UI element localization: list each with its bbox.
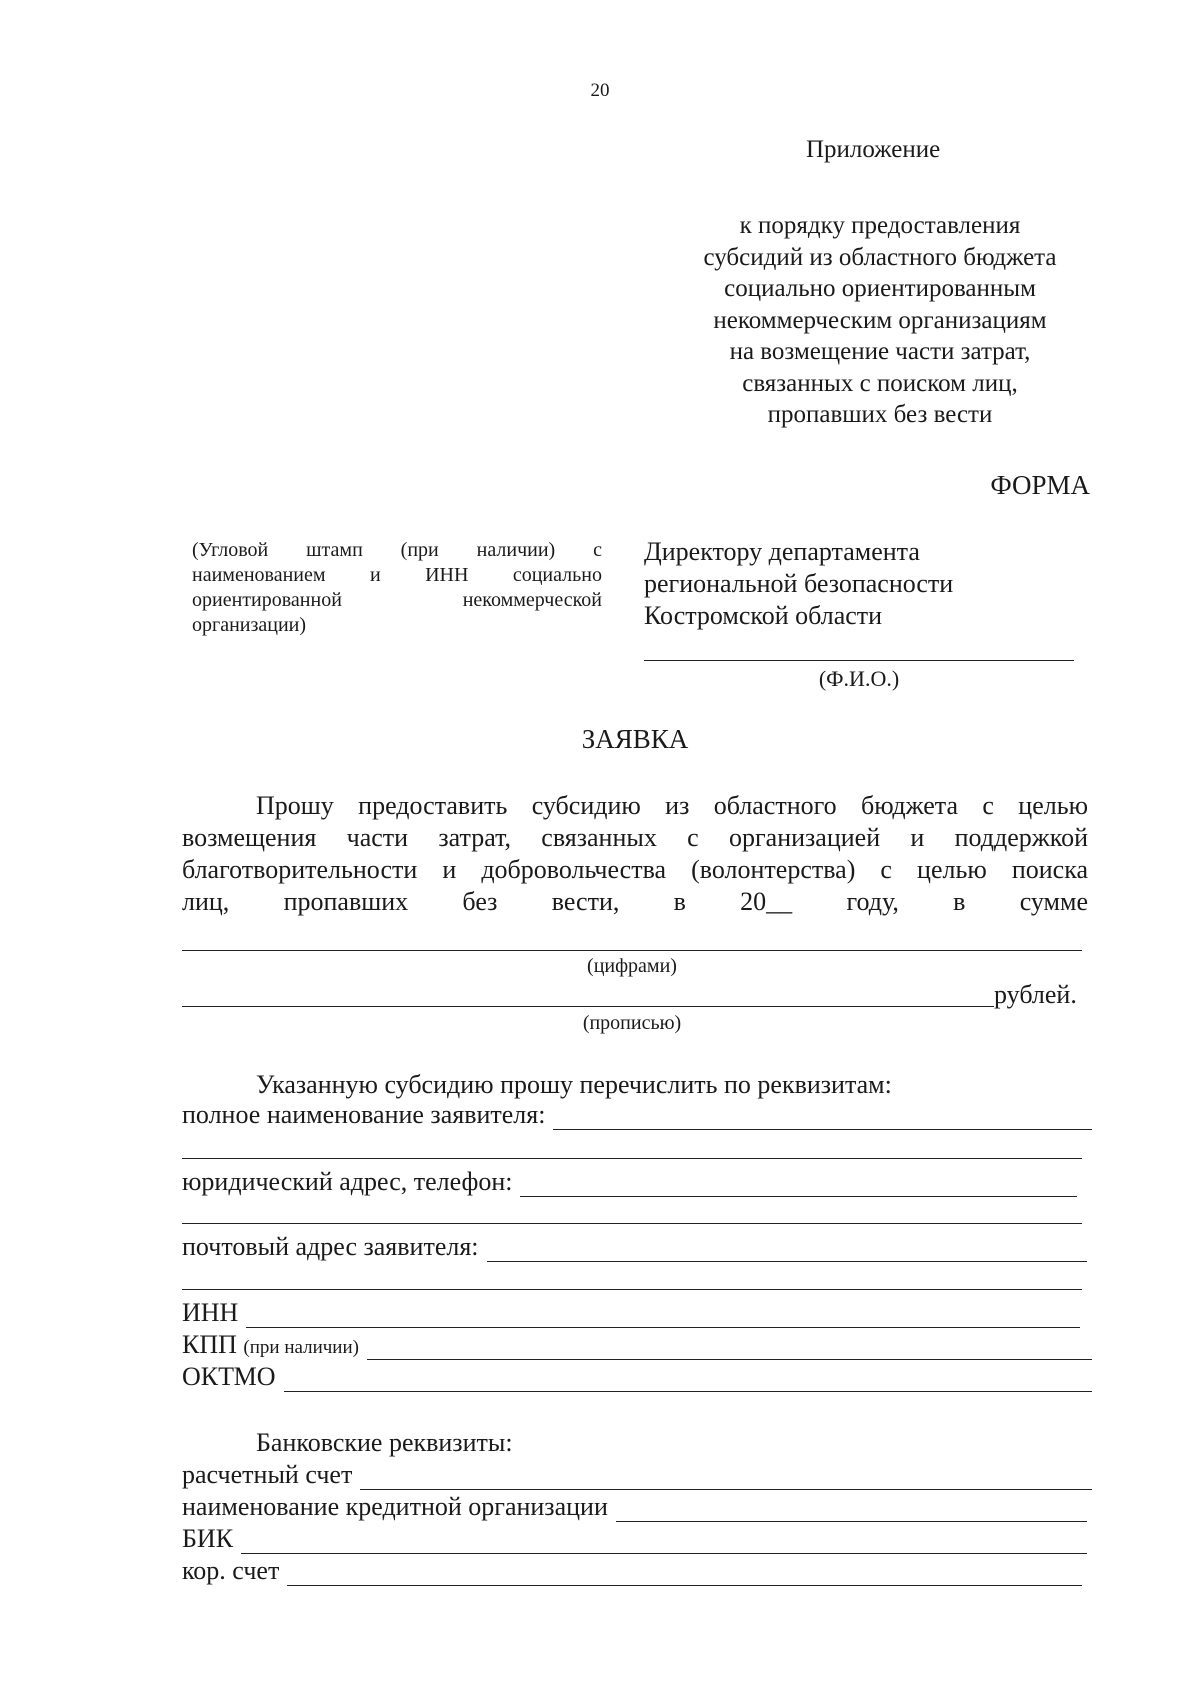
bank-name-field [182, 1492, 1087, 1522]
request-line: лиц, пропавших без вести, в 20__ году, в сумме [182, 887, 1088, 916]
kpp-field [182, 1330, 1092, 1360]
stamp-line: ориентированной некоммерческой [192, 589, 602, 611]
kpp-input-line[interactable] [367, 1337, 1092, 1360]
fio-field-line[interactable] [644, 660, 1074, 661]
amount-digits-caption: (цифрами) [587, 955, 677, 977]
oktmo-field [182, 1362, 1092, 1392]
appendix-line: субсидий из областного бюджета [703, 243, 1057, 271]
legal-address-continuation-line[interactable] [182, 1223, 1082, 1224]
rubles-label: рублей. [994, 980, 1077, 1009]
legal-address-label: юридический адрес, телефон: [182, 1167, 513, 1196]
stamp-line: наименованием и ИНН социально [192, 564, 602, 586]
amount-words-caption: (прописью) [582, 1012, 682, 1034]
page-number: 20 [590, 80, 610, 101]
legal-address-input-line[interactable] [520, 1174, 1077, 1197]
account-label: расчетный счет [182, 1460, 353, 1489]
request-paragraph [182, 790, 1088, 918]
document-heading: ЗАЯВКА [581, 724, 689, 754]
account-input-line[interactable] [360, 1467, 1092, 1490]
oktmo-input-line[interactable] [284, 1369, 1092, 1392]
addressee-line: Костромской области [644, 601, 883, 630]
appendix-line: пропавших без вести [767, 401, 993, 428]
amount-words-line[interactable] [182, 1006, 994, 1007]
oktmo-label: ОКТМО [182, 1362, 276, 1391]
postal-address-input-line[interactable] [487, 1239, 1087, 1262]
corr-account-label: кор. счет [182, 1556, 280, 1585]
bank-requisites-title: Банковские реквизиты: [256, 1428, 513, 1457]
inn-field [182, 1298, 1080, 1328]
appendix-title: Приложение [806, 136, 941, 163]
stamp-line: (Угловой штамп (при наличии) с [192, 539, 602, 561]
appendix-line: связанных с поиском лиц, [742, 369, 1018, 397]
inn-label: ИНН [182, 1298, 239, 1327]
bank-name-label: наименование кредитной организации [182, 1492, 608, 1521]
bik-input-line[interactable] [241, 1531, 1087, 1554]
requisites-intro: Указанную субсидию прошу перечислить по реквизитам: [256, 1070, 892, 1099]
bank-name-input-line[interactable] [616, 1499, 1087, 1522]
bik-label: БИК [182, 1524, 234, 1553]
kpp-text: КПП [182, 1330, 237, 1359]
full-name-input-line[interactable] [553, 1107, 1092, 1130]
appendix-line: социально ориентированным [724, 275, 1036, 302]
full-name-label: полное наименование заявителя: [182, 1100, 546, 1129]
appendix-text [670, 210, 1090, 431]
kpp-label [182, 1330, 359, 1360]
appendix-line: к порядку предоставления [739, 212, 1021, 239]
legal-address-field [182, 1167, 1077, 1197]
corr-account-input-line[interactable] [287, 1563, 1082, 1586]
account-field [182, 1460, 1092, 1490]
appendix-line: на возмещение части затрат, [729, 338, 1031, 365]
addressee-line: Директору департамента [644, 537, 920, 566]
inn-input-line[interactable] [246, 1305, 1080, 1328]
request-line: возмещения части затрат, связанных с организацией и поддержкой [182, 823, 1088, 852]
stamp-line: организации) [192, 614, 307, 636]
form-label: ФОРМА [990, 470, 1090, 500]
corr-account-field [182, 1556, 1082, 1586]
postal-address-continuation-line[interactable] [182, 1289, 1082, 1290]
request-line: благотворительности и добровольчества (волонтерства) с целью поиска [182, 855, 1088, 884]
addressee-block [644, 536, 953, 632]
bik-field [182, 1524, 1087, 1554]
fio-caption: (Ф.И.О.) [818, 666, 900, 691]
request-line: Прошу предоставить субсидию из областного бюджета с целью [256, 791, 1088, 820]
appendix-line: некоммерческим организациям [713, 306, 1047, 334]
postal-address-label: почтовый адрес заявителя: [182, 1232, 479, 1261]
corner-stamp-note [192, 538, 602, 638]
addressee-line: региональной безопасности [644, 569, 954, 598]
full-name-field [182, 1100, 1092, 1130]
full-name-continuation-line[interactable] [182, 1158, 1082, 1159]
postal-address-field [182, 1232, 1087, 1262]
amount-digits-line[interactable] [182, 950, 1082, 951]
kpp-note: (при наличии) [243, 1337, 359, 1358]
